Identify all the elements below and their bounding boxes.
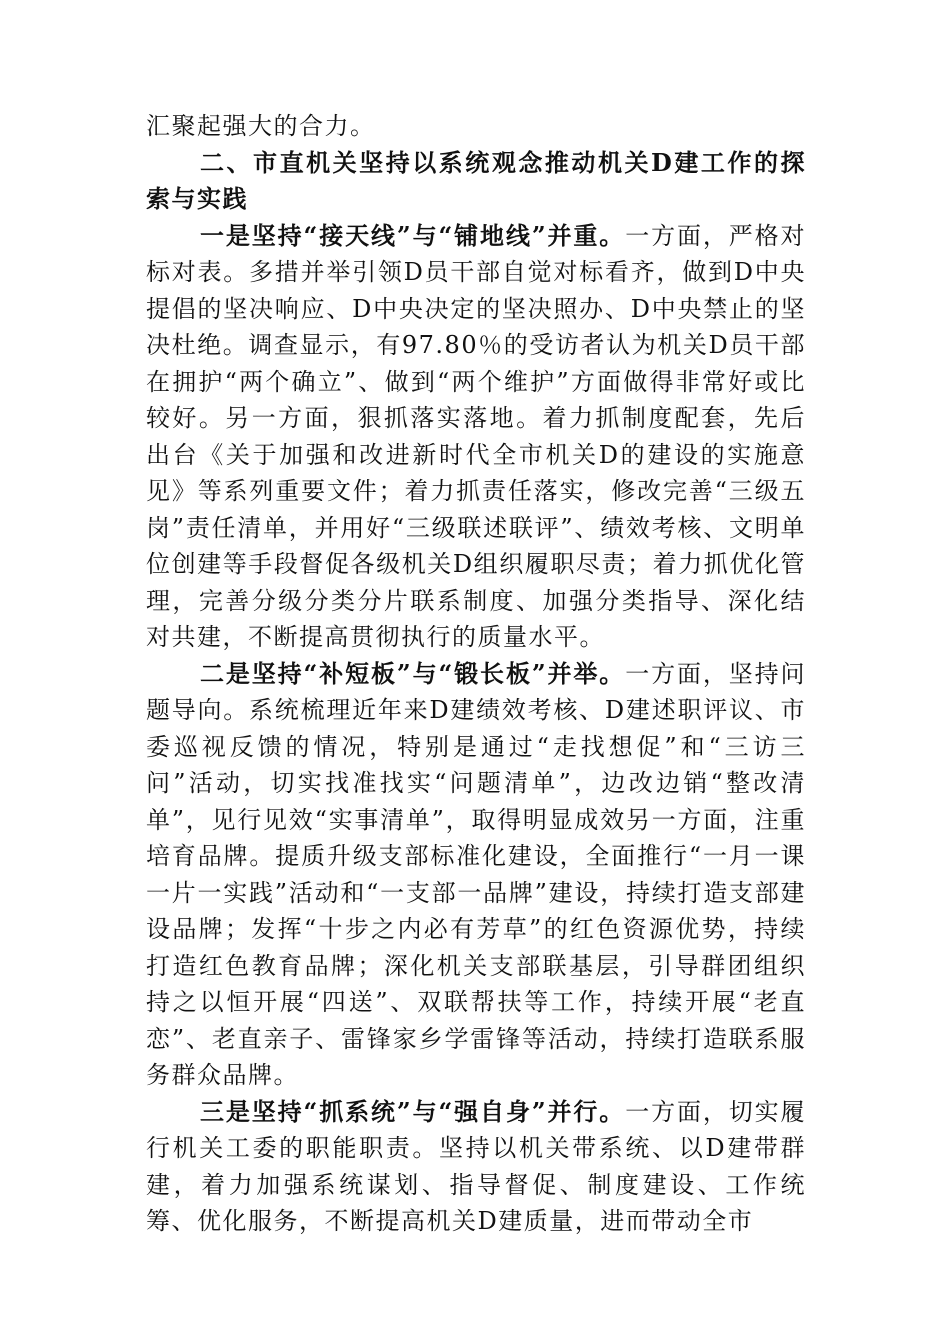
paragraph-text: 汇聚起强大的合力。 — [146, 112, 376, 140]
paragraph-text: 一方面，坚持问题导向。系统梳理近年来D建绩效考核、D建述职评议、市委巡视反馈的情况，特别是通过“走找想促”和“三访三问”活动，切实找准找实“问题清单”，边改边销“整改清单”，见行见效“实事清单”，取得明显成效另一方面，注重培育品牌。提质升级支部标准化建设，全面推行“一月一课一片一实践”活动和“一支部一品牌”建设，持续打造支部建设品牌；发挥“十步之内必有芳草”的红色资源优势，持续打造红色教育品牌；深化机关支部联基层，引导群团组织持之以恒开展“四送”、双联帮扶等工作，持续开展“老直恋”、老直亲子、雷锋家乡学雷锋等活动，持续打造联系服务群众品牌。 — [146, 659, 807, 1089]
paragraph-continuation — [146, 108, 806, 145]
paragraph-lead: 一是坚持“接天线”与“铺地线”并重。 — [200, 220, 626, 250]
section-heading — [146, 145, 806, 218]
paragraph-3 — [146, 1094, 806, 1240]
document-page — [146, 108, 806, 1240]
paragraph-lead: 三是坚持“抓系统”与“强自身”并行。 — [200, 1096, 626, 1126]
paragraph-1 — [146, 218, 806, 656]
section-heading-text: 二、市直机关坚持以系统观念推动机关D建工作的探索与实践 — [146, 147, 806, 213]
paragraph-2 — [146, 656, 806, 1094]
paragraph-text: 一方面，严格对标对表。多措并举引领D员干部自觉对标看齐，做到D中央提倡的坚决响应、D中央决定的坚决照办、D中央禁止的坚决杜绝。调查显示，有97.80％的受访者认为机关D员干部在拥护“两个确立”、做到“两个维护”方面做得非常好或比较好。另一方面，狠抓落实落地。着力抓制度配套，先后出台《关于加强和改进新时代全市机关D的建设的实施意见》等系列重要文件；着力抓责任落实，修改完善“三级五岗”责任清单，并用好“三级联述联评”、绩效考核、文明单位创建等手段督促各级机关D组织履职尽责；着力抓优化管理，完善分级分类分片联系制度、加强分类指导、深化结对共建，不断提高贯彻执行的质量水平。 — [146, 221, 807, 651]
paragraph-text: 一方面，切实履行机关工委的职能职责。坚持以机关带系统、以D建带群建，着力加强系统谋划、指导督促、制度建设、工作统筹、优化服务，不断提高机关D建质量，进而带动全市 — [146, 1097, 807, 1235]
paragraph-lead: 二是坚持“补短板”与“锻长板”并举。 — [200, 658, 626, 688]
